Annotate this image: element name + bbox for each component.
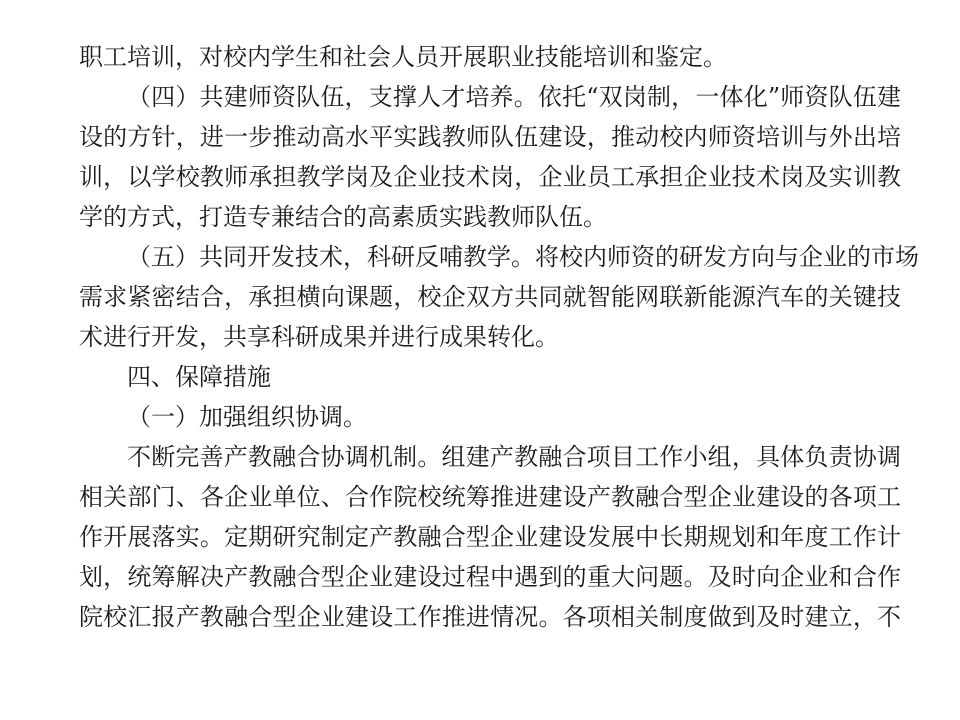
text-line-4: 训，以学校教师承担教学岗及企业技术岗，企业员工承担企业技术岗及实训教 bbox=[79, 163, 901, 191]
text-line-2: （四）共建师资队伍，支撑人才培养。依托“双岗制，一体化”师资队伍建 bbox=[127, 83, 901, 111]
document-body bbox=[79, 37, 919, 637]
text-line-3: 设的方针，进一步推动高水平实践教师队伍建设，推动校内师资培训与外出培 bbox=[79, 123, 901, 151]
text-line-12: 相关部门、各企业单位、合作院校统筹推进建设产教融合型企业建设的各项工 bbox=[79, 483, 901, 511]
text-line-1: 职工培训，对校内学生和社会人员开展职业技能培训和鉴定。 bbox=[79, 43, 727, 71]
text-line-13: 作开展落实。定期研究制定产教融合型企业建设发展中长期规划和年度工作计 bbox=[79, 523, 901, 551]
text-line-5: 学的方式，打造专兼结合的高素质实践教师队伍。 bbox=[79, 203, 607, 231]
subsection-heading: （一）加强组织协调。 bbox=[127, 403, 367, 431]
text-line-8: 术进行开发，共享科研成果并进行成果转化。 bbox=[79, 323, 559, 351]
text-line-15: 院校汇报产教融合型企业建设工作推进情况。各项相关制度做到及时建立，不 bbox=[79, 603, 901, 631]
text-line-14: 划，统筹解决产教融合型企业建设过程中遇到的重大问题。及时向企业和合作 bbox=[79, 563, 901, 591]
text-line-11: 不断完善产教融合协调机制。组建产教融合项目工作小组，具体负责协调 bbox=[127, 443, 901, 471]
section-heading: 四、保障措施 bbox=[127, 363, 271, 391]
text-line-6: （五）共同开发技术，科研反哺教学。将校内师资的研发方向与企业的市场 bbox=[127, 243, 919, 271]
text-line-7: 需求紧密结合，承担横向课题，校企双方共同就智能网联新能源汽车的关键技 bbox=[79, 283, 901, 311]
